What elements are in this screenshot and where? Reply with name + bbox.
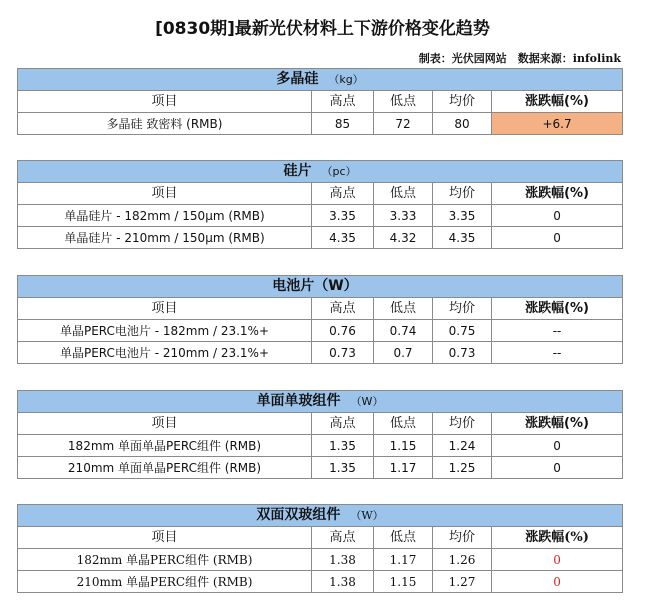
cell-change: --: [492, 320, 623, 342]
section-title: [18, 276, 623, 298]
table-row: [18, 320, 623, 342]
header-high: 高点: [312, 298, 374, 320]
header-change: 涨跌幅(%): [492, 183, 623, 205]
cell-low: 1.15: [374, 571, 433, 593]
cell-low: 1.17: [374, 457, 433, 479]
cell-item: 单晶硅片 - 210mm / 150µm (RMB): [18, 227, 312, 249]
header-high: 高点: [312, 413, 374, 435]
section-header: [18, 391, 623, 413]
header-change: 涨跌幅(%): [492, 413, 623, 435]
bifacial-module-table: [17, 504, 623, 593]
section-title: [18, 391, 623, 413]
cell-avg: 1.26: [433, 549, 492, 571]
cell-change: 0: [492, 457, 623, 479]
cell-avg: 3.35: [433, 205, 492, 227]
header-item: 项目: [18, 91, 312, 113]
table-row: [18, 205, 623, 227]
cell-high: 3.35: [312, 205, 374, 227]
cell-item: 210mm 单晶PERC组件 (RMB): [18, 571, 312, 593]
cell-item: 单晶PERC电池片 - 182mm / 23.1%+: [18, 320, 312, 342]
cell-high: 1.38: [312, 549, 374, 571]
table-row: [18, 457, 623, 479]
header-item: 项目: [18, 298, 312, 320]
section-unit: （W）: [350, 395, 384, 408]
header-change: 涨跌幅(%): [492, 527, 623, 549]
cell-low: 72: [374, 113, 433, 135]
source-credit: 制表：光伏园网站 数据来源：infolink: [418, 52, 621, 65]
wafer-table: [17, 160, 623, 249]
header-item: 项目: [18, 527, 312, 549]
cell-avg: 0.75: [433, 320, 492, 342]
section-name: 单面单玻组件: [256, 393, 341, 409]
header-avg: 均价: [433, 527, 492, 549]
cell-avg: 80: [433, 113, 492, 135]
cell-avg: 1.25: [433, 457, 492, 479]
cell-item: 多晶硅 致密料 (RMB): [18, 113, 312, 135]
cell-high: 0.73: [312, 342, 374, 364]
section-header: [18, 276, 623, 298]
cell-avg: 0.73: [433, 342, 492, 364]
cell-high: 1.38: [312, 571, 374, 593]
section-unit: （kg）: [328, 73, 364, 86]
cell-item: 182mm 单晶PERC组件 (RMB): [18, 549, 312, 571]
header-high: 高点: [312, 91, 374, 113]
section-unit: （pc）: [321, 165, 357, 178]
cell-avg: 1.27: [433, 571, 492, 593]
cell-high: 1.35: [312, 435, 374, 457]
header-low: 低点: [374, 413, 433, 435]
cell-low: 3.33: [374, 205, 433, 227]
header-change: 涨跌幅(%): [492, 298, 623, 320]
section-header: [18, 69, 623, 91]
table-row: [18, 571, 623, 593]
header-avg: 均价: [433, 413, 492, 435]
cell-item: 单晶硅片 - 182mm / 150µm (RMB): [18, 205, 312, 227]
section-header: [18, 505, 623, 527]
cell-item: 182mm 单面单晶PERC组件 (RMB): [18, 435, 312, 457]
cell-low: 0.7: [374, 342, 433, 364]
header-low: 低点: [374, 183, 433, 205]
section-name: 电池片（W）: [272, 278, 358, 294]
table-row: [18, 435, 623, 457]
cell-change: 0: [492, 205, 623, 227]
cell-change: 0: [492, 435, 623, 457]
header-avg: 均价: [433, 91, 492, 113]
header-high: 高点: [312, 527, 374, 549]
cell-change: +6.7: [492, 113, 623, 135]
cell-high: 0.76: [312, 320, 374, 342]
cell-high: 1.35: [312, 457, 374, 479]
cell-table: [17, 275, 623, 364]
section-title: [18, 161, 623, 183]
header-low: 低点: [374, 527, 433, 549]
table-row: [18, 549, 623, 571]
header-change: 涨跌幅(%): [492, 91, 623, 113]
cell-item: 单晶PERC电池片 - 210mm / 23.1%+: [18, 342, 312, 364]
cell-low: 1.17: [374, 549, 433, 571]
cell-change: 0: [492, 227, 623, 249]
cell-avg: 1.24: [433, 435, 492, 457]
header-item: 项目: [18, 413, 312, 435]
header-avg: 均价: [433, 183, 492, 205]
cell-low: 1.15: [374, 435, 433, 457]
table-row: [18, 113, 623, 135]
section-title: [18, 69, 623, 91]
section-unit: （W）: [350, 509, 384, 522]
cell-high: 85: [312, 113, 374, 135]
column-header-row: [18, 183, 623, 205]
cell-change: 0: [492, 549, 623, 571]
header-low: 低点: [374, 298, 433, 320]
cell-low: 0.74: [374, 320, 433, 342]
cell-item: 210mm 单面单晶PERC组件 (RMB): [18, 457, 312, 479]
column-header-row: [18, 91, 623, 113]
table-row: [18, 342, 623, 364]
section-name: 多晶硅: [276, 71, 319, 87]
section-header: [18, 161, 623, 183]
polysilicon-table: [17, 68, 623, 135]
page-title: [0830期]最新光伏材料上下游价格变化趋势: [155, 19, 490, 39]
section-name: 硅片: [283, 163, 312, 179]
column-header-row: [18, 527, 623, 549]
section-name: 双面双玻组件: [256, 507, 341, 523]
table-row: [18, 227, 623, 249]
column-header-row: [18, 413, 623, 435]
header-high: 高点: [312, 183, 374, 205]
column-header-row: [18, 298, 623, 320]
header-item: 项目: [18, 183, 312, 205]
cell-high: 4.35: [312, 227, 374, 249]
cell-avg: 4.35: [433, 227, 492, 249]
cell-low: 4.32: [374, 227, 433, 249]
mono-module-table: [17, 390, 623, 479]
header-avg: 均价: [433, 298, 492, 320]
cell-change: --: [492, 342, 623, 364]
cell-change: 0: [492, 571, 623, 593]
section-title: [18, 505, 623, 527]
header-low: 低点: [374, 91, 433, 113]
